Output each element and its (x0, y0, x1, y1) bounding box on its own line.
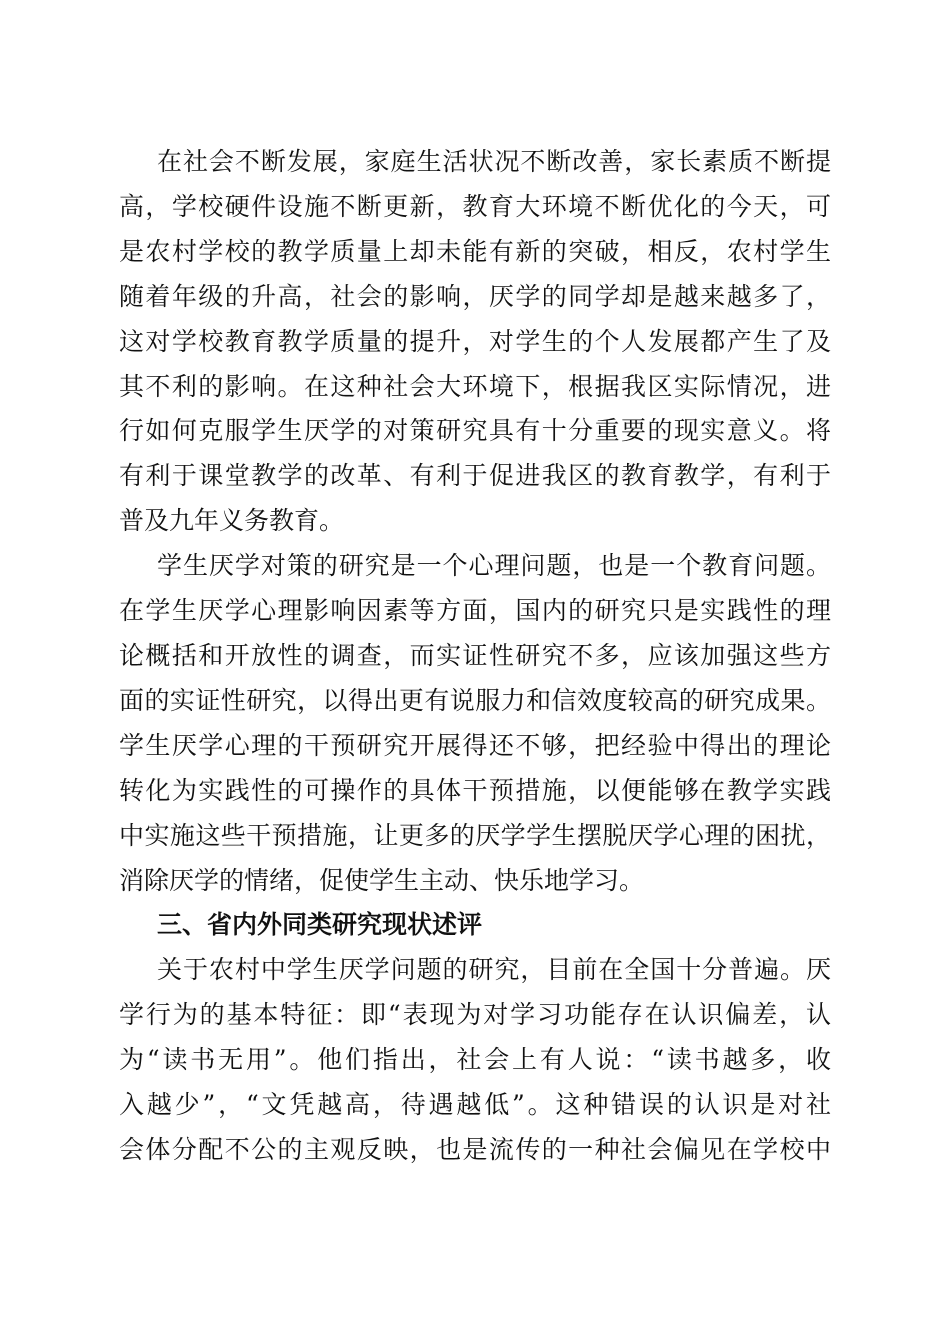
section-heading (119, 903, 831, 948)
text-line: 在社会不断发展，家庭生活状况不断改善，家长素质不断提 (157, 147, 831, 176)
section-heading-text: 三、省内外同类研究现状述评 (157, 910, 483, 940)
paragraph-research-significance (119, 544, 831, 903)
text-line: 学生厌学心理的干预研究开展得还不够，把经验中得出的理论 (119, 730, 831, 760)
text-line: 高，学校硬件设施不断更新，教育大环境不断优化的今天，可 (119, 191, 831, 221)
text-line: 这对学校教育教学质量的提升，对学生的个人发展都产生了及 (119, 326, 831, 356)
text-line: 会体分配不公的主观反映，也是流传的一种社会偏见在学校中 (119, 1134, 831, 1164)
text-line: 在学生厌学心理影响因素等方面，国内的研究只是实践性的理 (119, 596, 831, 626)
text-line: 普及九年义务教育。 (119, 506, 345, 536)
text-line: 消除厌学的情绪，促使学生主动、快乐地学习。 (119, 865, 645, 895)
text-line: 入越少”，“文凭越高，待遇越低”。这种错误的认识是对社 (119, 1090, 831, 1120)
text-line: 论概括和开放性的调查，而实证性研究不多，应该加强这些方 (119, 640, 831, 670)
text-line: 其不利的影响。在这种社会大环境下，根据我区实际情况，进 (119, 371, 831, 401)
paragraph-literature-review (119, 948, 831, 1173)
text-line: 是农村学校的教学质量上却未能有新的突破，相反，农村学生 (119, 236, 831, 266)
document-body (119, 140, 831, 1173)
text-line: 转化为实践性的可操作的具体干预措施，以便能够在教学实践 (119, 775, 831, 805)
text-line: 学生厌学对策的研究是一个心理问题，也是一个教育问题。 (157, 551, 831, 581)
text-line: 面的实证性研究，以得出更有说服力和信效度较高的研究成果。 (119, 685, 831, 715)
text-line: 行如何克服学生厌学的对策研究具有十分重要的现实意义。将 (119, 416, 831, 446)
text-line: 关于农村中学生厌学问题的研究，目前在全国十分普遍。厌 (157, 955, 831, 985)
text-line: 随着年级的升高，社会的影响，厌学的同学却是越来越多了， (119, 281, 831, 311)
paragraph-intro-background (119, 140, 831, 544)
text-line: 中实施这些干预措施，让更多的厌学学生摆脱厌学心理的困扰， (119, 820, 831, 850)
text-line: 学行为的基本特征：即“表现为对学习功能存在认识偏差，认 (119, 1000, 831, 1030)
text-line: 为“读书无用”。他们指出，社会上有人说：“读书越多，收 (119, 1045, 831, 1075)
text-line: 有利于课堂教学的改革、有利于促进我区的教育教学，有利于 (119, 461, 831, 491)
